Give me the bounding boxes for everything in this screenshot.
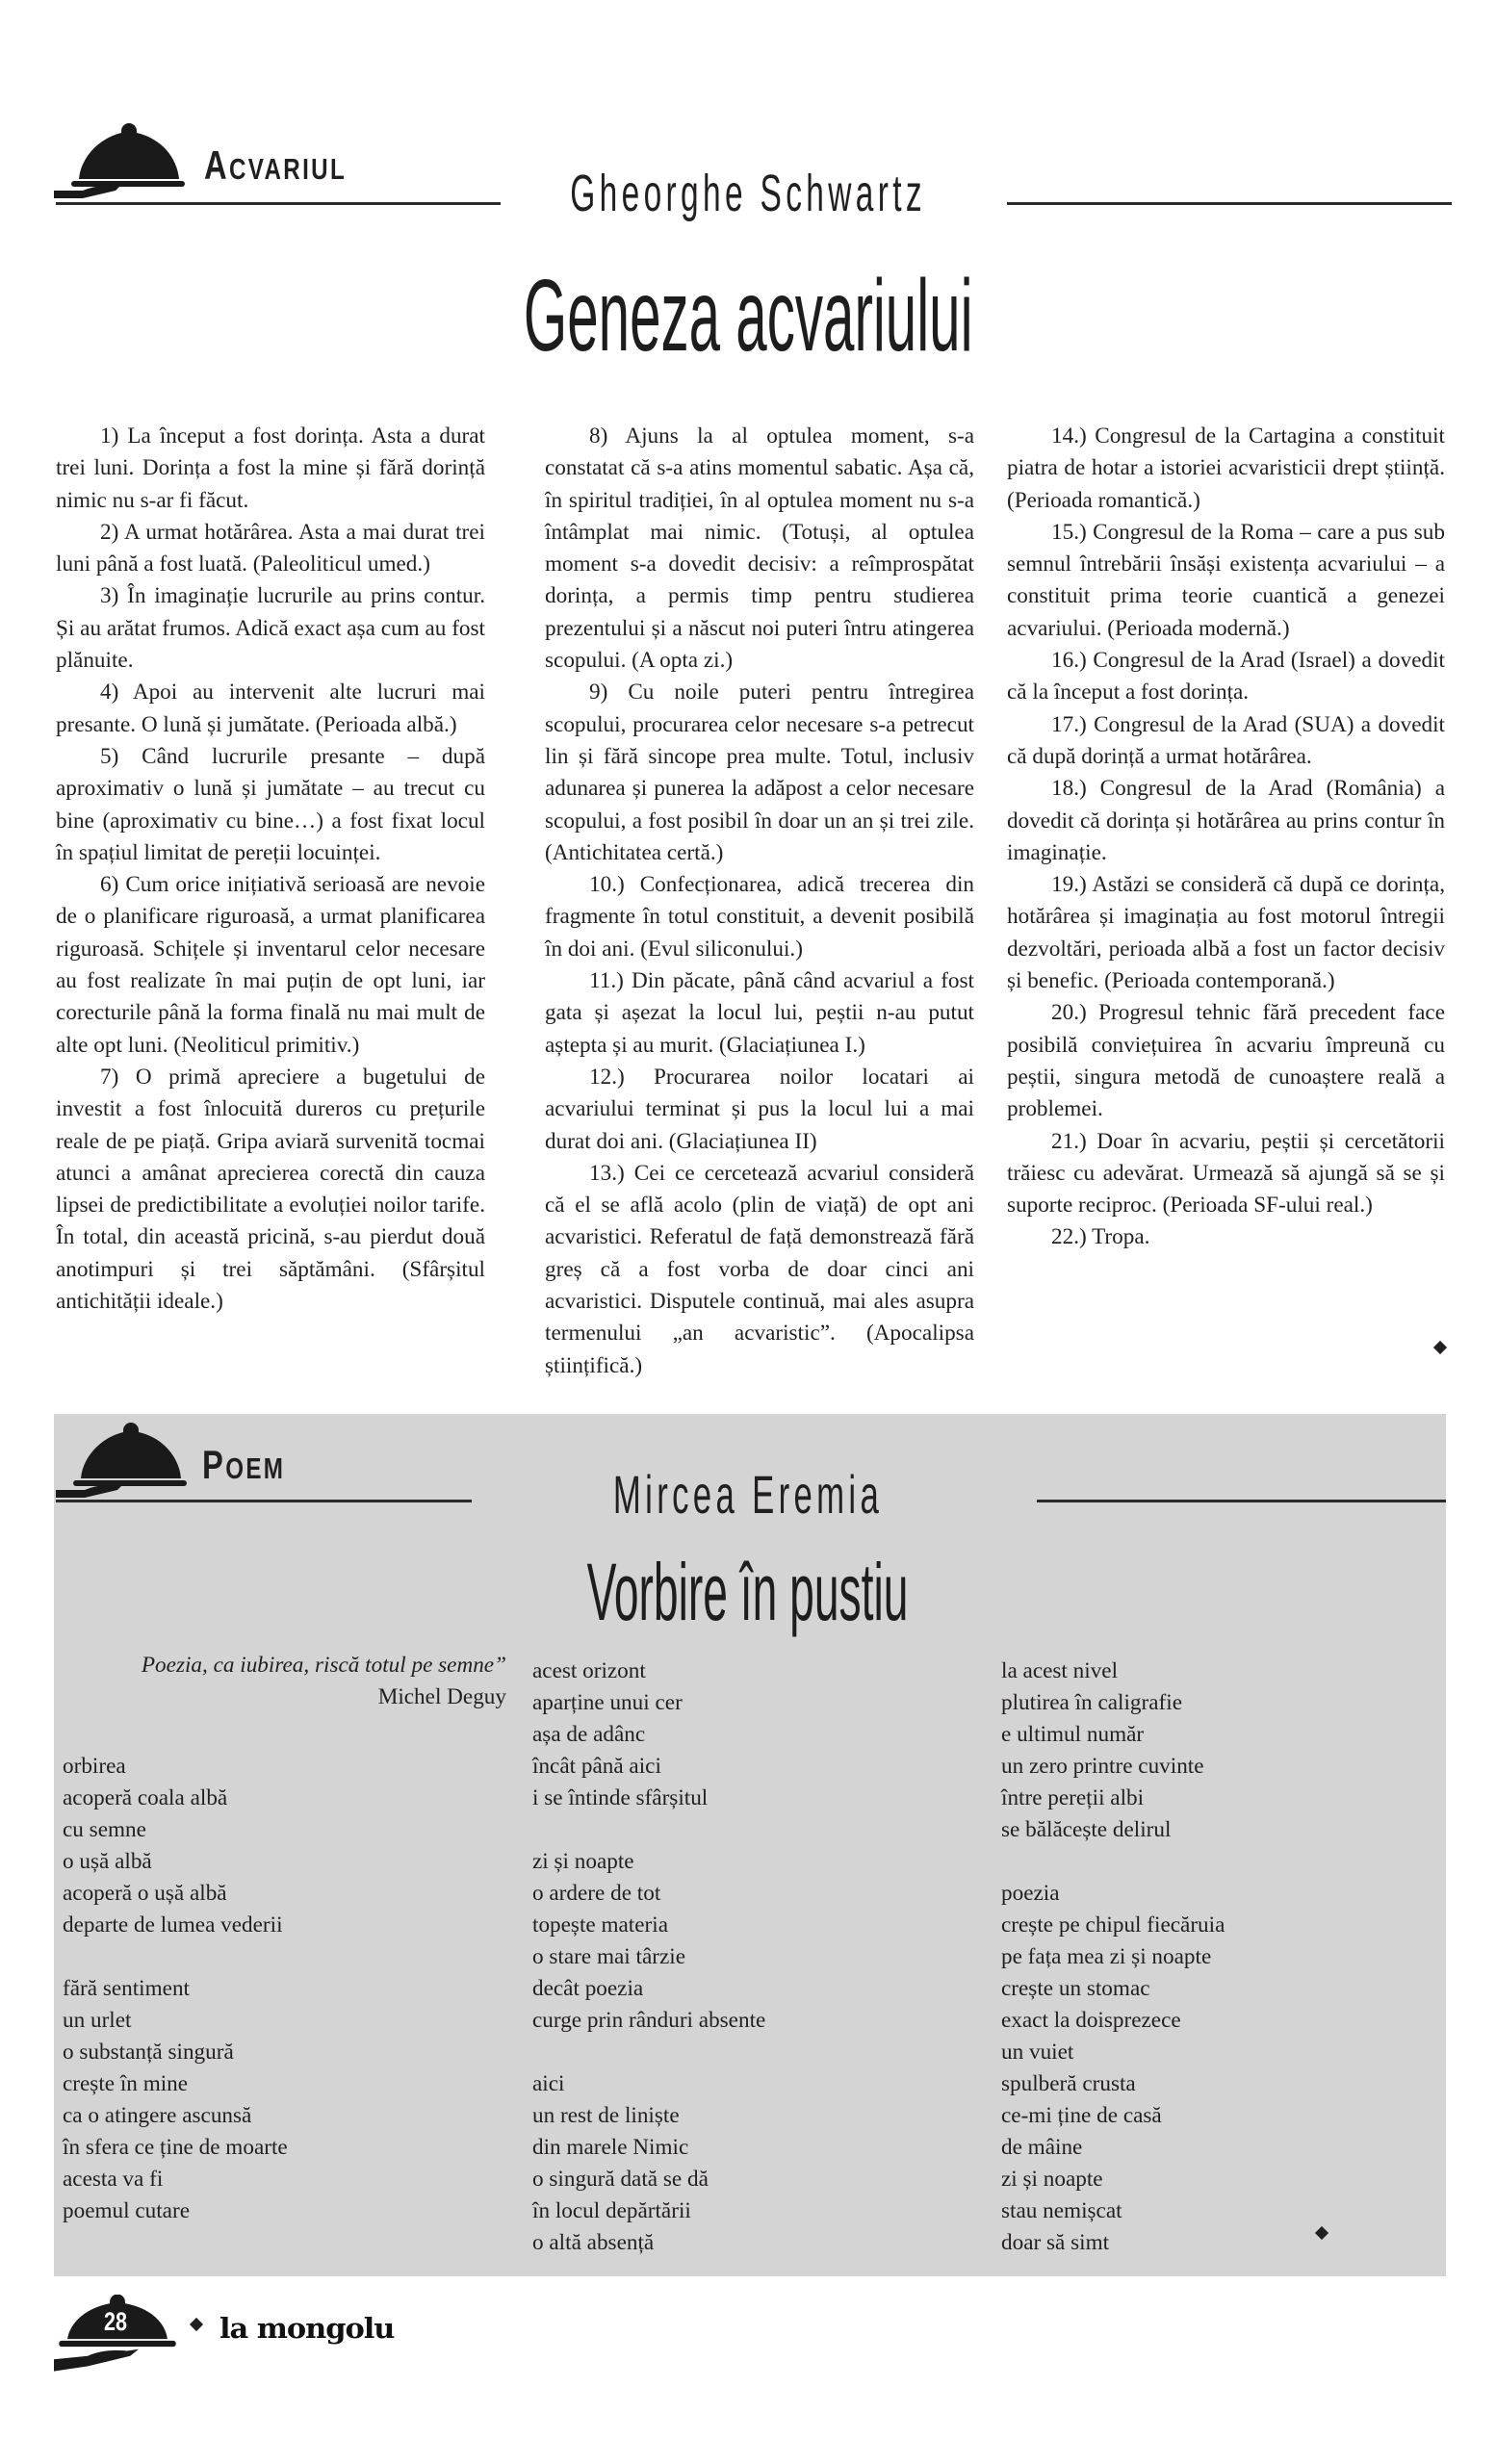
paragraph: 15.) Congresul de la Roma – care a pus sub semnul întrebării însăși existența acvariului – a constituit prima teorie cuantică a genezei acvariului. (Perioada modernă.): [1007, 519, 1445, 641]
poem-line: acesta va fi: [63, 2167, 164, 2192]
poem-line: o ardere de tot: [532, 1881, 661, 1906]
poem-line: [532, 1814, 765, 1846]
poem-line: orbirea: [63, 1754, 126, 1779]
paragraph: 21.) Doar în acvariu, peștii și cercetătorii trăiesc cu adevărat. Urmează să ajungă să se și suporte reciproc. (Perioada SF-ului real.): [1007, 1128, 1445, 1219]
poem-title: [0, 1546, 1496, 1639]
poem-title-text: Vorbire în pustiu: [587, 1547, 909, 1637]
poem-line: zi și noapte: [1001, 2167, 1103, 2192]
paragraph: 2) A urmat hotărârea. Asta a mai durat trei luni până a fost luată. (Paleoliticul umed.): [56, 519, 485, 578]
poem-line: aici: [532, 2071, 565, 2096]
poem-line: i se întinde sfârșitul: [532, 1785, 709, 1810]
poem-line: acoperă o ușă albă: [63, 1881, 227, 1906]
poem-line: un rest de liniște: [532, 2103, 680, 2128]
article-author: [0, 164, 1496, 223]
article-column-3: [1007, 421, 1445, 1254]
poem-line: curge prin rânduri absente: [532, 2008, 766, 2033]
motto-quote: Poezia, ca iubirea, riscă totul pe semne”: [141, 1653, 506, 1678]
poem-line: spulberă crusta: [1001, 2071, 1136, 2096]
poem-line: decât poezia: [532, 1976, 644, 2001]
poem-line: între pereții albi: [1001, 1785, 1145, 1810]
footer-diamond-icon: [190, 2318, 203, 2331]
paragraph: 13.) Cei ce cercetează acvariul consideră că el se află acolo (plin de viață) de opt ani acvaristici. Referatul de față demonstrează fără greș că a fost vorba de doar cinci ani acvaristici. Disputele continuă, mai ales asupra termenului „an acvaristic”. (Apocalipsa științifică.): [545, 1160, 974, 1378]
paragraph: 8) Ajuns la al optulea moment, s-a constatat că s-a atins momentul sabatic. Așa că, în spiritul tradiției, în al optulea moment nu s-a întâmplat mai nimic. (Totuși, al optulea moment s-a dovedit decisiv: a reîmprospătat dorința, a permis timp pentru studierea prezentului și a născut noi puteri întru atingerea scopului. (A opta zi.): [545, 424, 974, 674]
poem-line: zi și noapte: [532, 1849, 634, 1874]
paragraph: 20.) Progresul tehnic fără precedent face posibilă conviețuirea în acvariu împreună cu peștii, singura metodă de cunoaștere reală a problemei.: [1007, 1000, 1445, 1122]
poem-line: acest orizont: [532, 1658, 646, 1683]
poem-line: la acest nivel: [1001, 1658, 1119, 1683]
poem-line: așa de adânc: [532, 1722, 646, 1747]
poem-line: departe de lumea vederii: [63, 1912, 283, 1938]
motto-author: Michel Deguy: [377, 1684, 506, 1709]
poem-line: o altă absență: [532, 2230, 655, 2255]
paragraph: 17.) Congresul de la Arad (SUA) a dovedit că după dorință a urmat hotărârea.: [1007, 711, 1445, 769]
poem-line: se bălăcește delirul: [1001, 1817, 1172, 1842]
poem-line: o substanță singură: [63, 2040, 234, 2065]
poem-line: poezia: [1001, 1881, 1060, 1906]
paragraph: 19.) Astăzi se consideră că după ce dorința, hotărârea și imaginația au fost motorul întregii dezvoltări, perioada albă a fost un factor decisiv și benefic. (Perioada contemporană.): [1007, 872, 1445, 994]
poem-line: o singură dată se dă: [532, 2167, 709, 2192]
poem-line: crește un stomac: [1001, 1976, 1150, 2001]
poem-line: în locul depărtării: [532, 2198, 691, 2223]
poem-line: [63, 1941, 288, 1973]
poem-line: un zero printre cuvinte: [1001, 1754, 1204, 1779]
end-mark-diamond-icon: [1433, 1341, 1447, 1354]
poem-line: [1001, 1846, 1225, 1878]
article-author-text: Gheorghe Schwartz: [570, 165, 926, 222]
poem-line: exact la doisprezece: [1001, 2008, 1181, 2033]
poem-line: stau nemișcat: [1001, 2198, 1122, 2223]
article-column-2: [545, 421, 974, 1382]
article-title: [0, 258, 1496, 374]
paragraph: 4) Apoi au intervenit alte lucruri mai presante. O lună și jumătate. (Perioada albă.): [56, 680, 485, 737]
section-label-rest: OEM: [225, 1451, 286, 1485]
poem-line: plutirea în caligrafie: [1001, 1690, 1182, 1715]
page-number: 28: [103, 2307, 128, 2336]
poem-line: încât până aici: [532, 1754, 661, 1779]
poem-line: de mâine: [1001, 2135, 1083, 2160]
paragraph: 9) Cu noile puteri pentru întregirea scopului, procurarea celor necesare s-a petrecut lin și fără sincope prea multe. Totul, inclusiv adunarea și punerea la adăpost a celor necesare scopului, a fost posibil în doar un an și trei zile. (Antichitatea certă.): [545, 680, 974, 865]
poem-line: e ultimul număr: [1001, 1722, 1145, 1747]
poem-line: aparține unui cer: [532, 1690, 683, 1715]
paragraph: 5) Când lucrurile presante – după aproximativ o lună și jumătate – au trecut cu bine (aproximativ cu bine…) a fost fixat locul în spațiul limitat de pereții locuinței.: [56, 743, 485, 865]
paragraph: 16.) Congresul de la Arad (Israel) a dovedit că la început a fost dorința.: [1007, 648, 1445, 706]
poem-line: un vuiet: [1001, 2040, 1074, 2065]
paragraph: 7) O primă apreciere a bugetului de investit a fost înlocuită dureros cu prețurile reale de pe piață. Gripa aviară survenită tocmai atunci a amânat aprecierea corectă din cauza lipsei de predictibilitate a evoluției noilor tarife. În total, din această pricină, s-au pierdut două anotimpuri și trei săptămâni. (Sfârșitul antichității ideale.): [56, 1064, 485, 1315]
paragraph: 12.) Procurarea noilor locatari ai acvariului terminat și pus la locul lui a mai durat doi ani. (Glaciațiunea II): [545, 1064, 974, 1154]
magazine-logo: la mongolu: [219, 2312, 395, 2345]
poem-line: o stare mai târzie: [532, 1944, 686, 1969]
poem-column-2: [532, 1656, 765, 2259]
poem-line: din marele Nimic: [532, 2135, 689, 2160]
paragraph: 1) La început a fost dorința. Asta a durat trei luni. Dorința a fost la mine și fără dorință nimic nu s-ar fi făcut.: [56, 424, 485, 513]
poem-line: pe fața mea zi și noapte: [1001, 1944, 1212, 1969]
section-label-rest: CVARIUL: [229, 152, 348, 186]
poem-line: crește în mine: [63, 2071, 189, 2096]
poem-line: o ușă albă: [63, 1849, 152, 1874]
poem-motto: [54, 1650, 506, 1713]
poem-line: [532, 2037, 765, 2068]
poem-line: acoperă coala albă: [63, 1785, 228, 1810]
poem-author-text: Mircea Eremia: [612, 1464, 884, 1525]
poem-column-3: [1001, 1656, 1225, 2259]
section-label-cap: A: [204, 142, 230, 188]
paragraph: 3) În imaginație lucrurile au prins contur. Și au arătat frumos. Adică exact așa cum au fost plănuite.: [56, 583, 485, 674]
paragraph: 10.) Confecționarea, adică trecerea din fragmente în totul constituit, a devenit posibilă în doi ani. (Evul siliconului.): [545, 872, 974, 962]
poem-line: în sfera ce ține de moarte: [63, 2135, 288, 2160]
paragraph: 14.) Congresul de la Cartagina a constituit piatra de hotar a istoriei acvaristicii drept știință. (Perioada romantică.): [1007, 424, 1445, 513]
article-title-text: Geneza acvariului: [523, 259, 973, 372]
paragraph: 11.) Din păcate, până când acvariul a fost gata și așezat la locul lui, peștii n-au putut aștepta și au murit. (Glaciațiunea I.): [545, 968, 974, 1058]
poem-column-1: [63, 1751, 288, 2227]
poem-line: ce-mi ține de casă: [1001, 2103, 1162, 2128]
poem-line: topește materia: [532, 1912, 668, 1938]
poem-line: crește pe chipul fiecăruia: [1001, 1912, 1225, 1938]
poem-line: cu semne: [63, 1817, 146, 1842]
poem-line: poemul cutare: [63, 2198, 190, 2223]
poem-line: doar să simt: [1001, 2230, 1110, 2255]
paragraph: 22.) Tropa.: [1051, 1224, 1150, 1250]
paragraph: 18.) Congresul de la Arad (România) a dovedit că dorința și hotărârea au prins contur în imaginație.: [1007, 776, 1445, 865]
section-label-cap: P: [202, 1442, 226, 1487]
paragraph: 6) Cum orice inițiativă serioasă are nevoie de o planificare riguroasă, a urmat planificarea riguroasă. Schițele și inventarul celor necesare au fost realizate în mai puțin de opt luni, iar corecturile până la forma finală nu mai mult de alte opt luni. (Neoliticul primitiv.): [56, 872, 485, 1058]
article-column-1: [56, 421, 485, 1318]
poem-line: fără sentiment: [63, 1976, 190, 2001]
poem-line: ca o atingere ascunsă: [63, 2103, 252, 2128]
poem-line: un urlet: [63, 2008, 132, 2033]
poem-author: [0, 1463, 1496, 1526]
